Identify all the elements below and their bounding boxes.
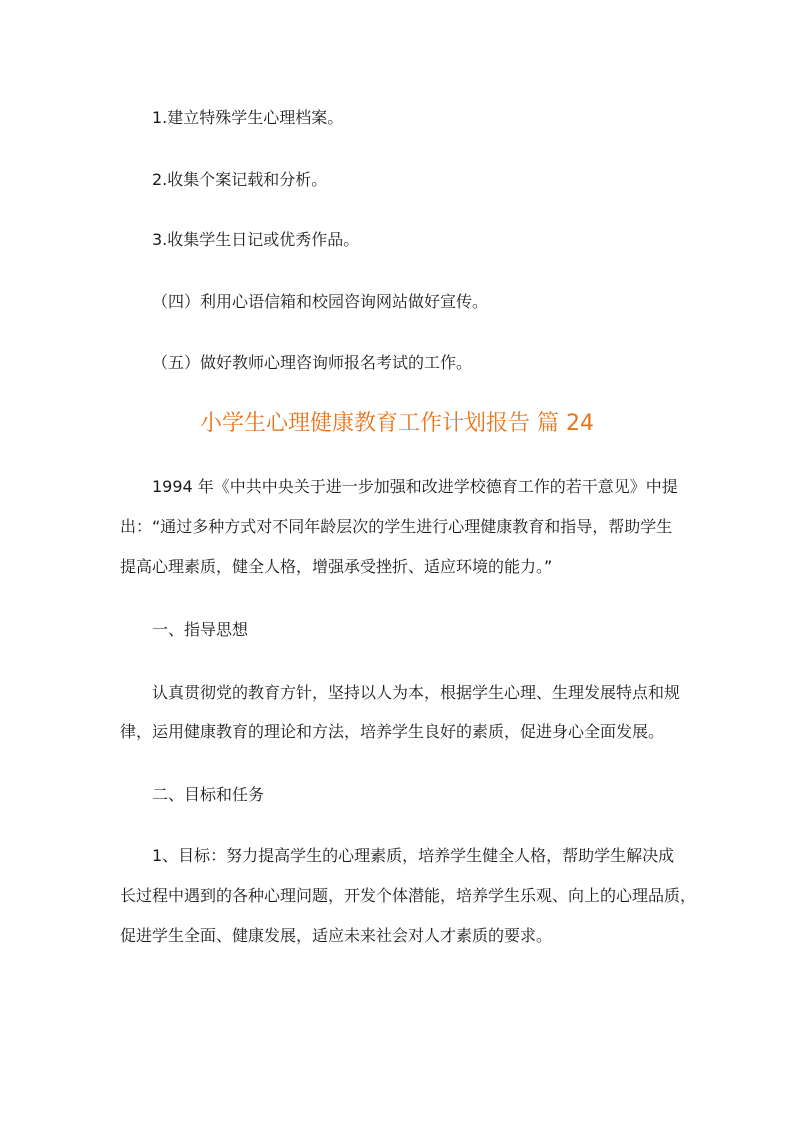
- section-title: 小学生心理健康教育工作计划报告 篇 24: [200, 411, 594, 436]
- list-item-exam-registration: （五）做好教师心理咨询师报名考试的工作。: [152, 353, 473, 372]
- intro-line-2: 出：“通过多种方式对不同年龄层次的学生进行心理健康教育和指导，帮助学生: [120, 517, 673, 536]
- list-item-archive: 1.建立特殊学生心理档案。: [152, 108, 344, 127]
- ideology-line-1: 认真贯彻党的教育方针，坚持以人为本，根据学生心理、生理发展特点和规: [152, 683, 681, 702]
- list-item-case-records: 2.收集个案记载和分析。: [152, 170, 328, 189]
- ideology-line-2: 律，运用健康教育的理论和方法，培养学生良好的素质，促进身心全面发展。: [120, 722, 665, 741]
- intro-line-3: 提高心理素质，健全人格，增强承受挫折、适应环境的能力。”: [120, 557, 553, 576]
- list-item-diaries: 3.收集学生日记或优秀作品。: [152, 230, 360, 249]
- goal-line-2: 长过程中遇到的各种心理问题，开发个体潜能，培养学生乐观、向上的心理品质，: [120, 886, 697, 905]
- heading-goals-tasks: 二、目标和任务: [152, 785, 265, 804]
- goal-line-1: 1、目标：努力提高学生的心理素质，培养学生健全人格，帮助学生解决成: [152, 846, 675, 865]
- goal-line-3: 促进学生全面、健康发展，适应未来社会对人才素质的要求。: [120, 926, 553, 945]
- intro-line-1: 1994 年《中共中央关于进一步加强和改进学校德育工作的若干意见》中提: [152, 477, 678, 496]
- heading-guiding-ideology: 一、指导思想: [152, 620, 249, 639]
- list-item-mailbox: （四）利用心语信箱和校园咨询网站做好宣传。: [152, 292, 489, 311]
